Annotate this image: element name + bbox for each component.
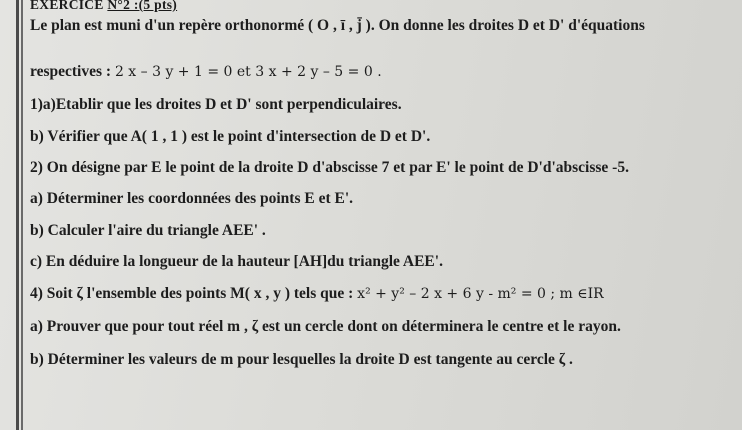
- statement-line-2: [30, 63, 382, 81]
- circle-equation: x² + y² – 2 x + 6 y - m² = 0 ; m ∈IR: [357, 286, 604, 302]
- question-1b: b) Vérifier que A( 1 , 1 ) est le point d'intersection de D et D'.: [30, 128, 431, 145]
- question-2b: b) Calculer l'aire du triangle AEE' .: [30, 222, 266, 239]
- margin-line: [16, 0, 19, 430]
- question-4a: a) Prouver que pour tout réel m , ζ est un cercle dont on déterminera le centre et le rayon.: [30, 318, 621, 335]
- question-4-label: 4) Soit ζ l'ensemble des points M( x , y ) tels que :: [30, 285, 358, 302]
- question-2a: a) Déterminer les coordonnées des points E et E'.: [30, 190, 354, 207]
- question-4: [30, 285, 604, 303]
- statement-line-1: Le plan est muni d'un repère orthonormé ( O , ī , j̄ ). On donne les droites D et D' d'équations: [30, 17, 645, 34]
- question-2c: c) En déduire la longueur de la hauteur [AH]du triangle AEE'.: [30, 253, 443, 270]
- question-4b: b) Déterminer les valeurs de m pour lesquelles la droite D est tangente au cercle ζ .: [30, 351, 573, 368]
- exercise-title-points: N°2 :(5 pts): [107, 0, 178, 12]
- exercise-title: [30, 0, 177, 13]
- statement-line-2-label: respectives :: [30, 63, 115, 80]
- question-2: 2) On désigne par E le point de la droite D d'abscisse 7 et par E' le point de D'd'abscisse -5.: [30, 159, 629, 176]
- question-1a: 1)a)Etablir que les droites D et D' sont perpendiculaires.: [30, 96, 402, 113]
- margin-line-inner: [21, 0, 23, 430]
- exercise-title-main: EXERCICE: [30, 0, 104, 12]
- line-equations: 2 x – 3 y + 1 = 0 et 3 x + 2 y – 5 = 0 .: [114, 64, 382, 80]
